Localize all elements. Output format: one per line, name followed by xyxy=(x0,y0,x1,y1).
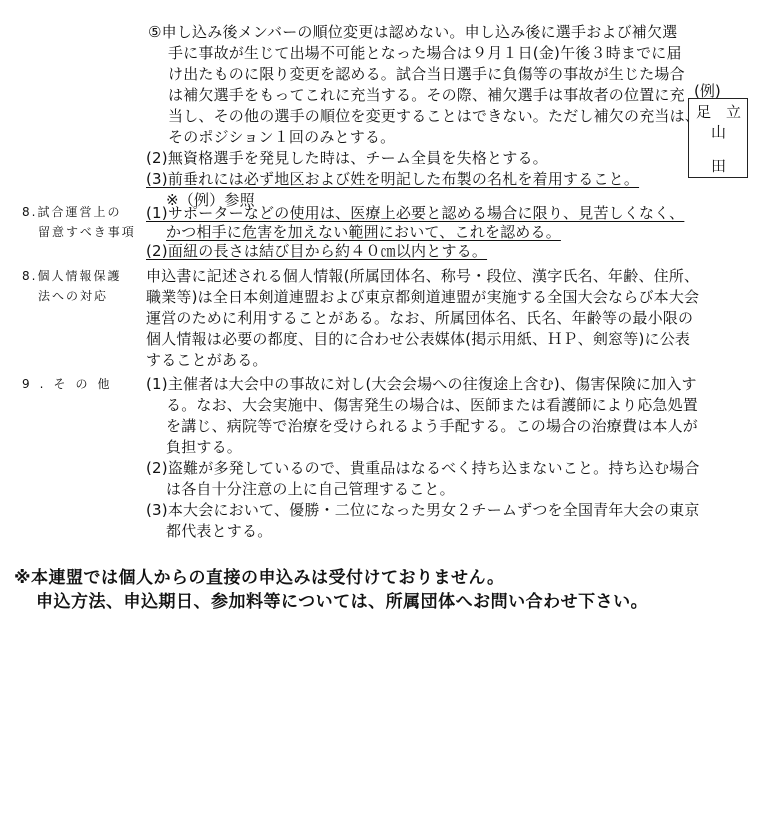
section9-item2-line-1: (2)盗難が多発しているので、貴重品はなるべく持ち込まないこと。持ち込む場合 xyxy=(146,459,700,477)
section8b-line-1: 申込書に記述される個人情報(所属団体名、称号・段位、漢字氏名、年齢、住所、 xyxy=(146,267,700,285)
section8b-line-5: することがある。 xyxy=(146,351,268,369)
section8b-line-3: 運営のために利用することがある。なお、所属団体名、氏名、年齢等の最小限の xyxy=(146,309,694,327)
example-char-3: 山 xyxy=(711,123,727,141)
section9-item1-line-2: る。なお、大会実施中、傷害発生の場合は、医師または看護師により応急処置 xyxy=(166,396,699,414)
section8b-line-2: 職業等)は全日本剣道連盟および東京都剣道連盟が実施する全国大会ならび本大会 xyxy=(146,288,700,306)
section7-item3: (3)前垂れには必ず地区および姓を明記した布製の名札を着用すること。 xyxy=(146,170,640,188)
example-caption: (例) xyxy=(694,82,721,100)
example-char-1: 足 xyxy=(696,103,712,121)
example-char-2: 立 xyxy=(726,103,742,121)
item5-line-4: は補欠選手をもってこれに充当する。その際、補欠選手は事故者の位置に充 xyxy=(168,86,685,104)
section8b-label-line-2: 法への対応 xyxy=(38,289,109,303)
item5-line-6: そのポジション１回のみとする。 xyxy=(168,128,396,146)
section9-item3-line-1: (3)本大会において、優勝・二位になった男女２チームずつを全国青年大会の東京 xyxy=(146,501,700,519)
section9-item1-line-1: (1)主催者は大会中の事故に対し(大会会場への往復途上含む)、傷害保険に加入す xyxy=(146,375,697,393)
section9-item2-line-2: は各自十分注意の上に自己管理すること。 xyxy=(166,480,455,498)
section8b-label-line-1: 8.個人情報保護 xyxy=(22,269,122,283)
section9-item1-line-3: を講じ、病院等で治療を受けられるよう手配する。この場合の治療費は本人が xyxy=(166,417,699,435)
item5-line-1: ⑤申し込み後メンバーの順位変更は認めない。申し込み後に選手および補欠選 xyxy=(148,23,678,41)
section8a-item1-line-2: かつ相手に危害を加えない範囲において、これを認める。 xyxy=(166,223,561,241)
section8a-label-line-2: 留意すべき事項 xyxy=(38,225,136,239)
section7-item2: (2)無資格選手を発見した時は、チーム全員を失格とする。 xyxy=(146,149,548,167)
section8a-item1-line-1: (1)サポーターなどの使用は、医療上必要と認める場合に限り、見苦しくなく、 xyxy=(146,204,685,222)
section9-item3-line-2: 都代表とする。 xyxy=(166,522,273,540)
section9-item1-line-4: 負担する。 xyxy=(166,438,243,456)
item5-line-2: 手に事故が生じて出場不可能となった場合は９月１日(金)午後３時までに届 xyxy=(168,44,682,62)
example-char-4: 田 xyxy=(711,157,727,175)
section8a-item2: (2)面紐の長さは結び目から約４０㎝以内とする。 xyxy=(146,242,488,260)
section8a-label-line-1: 8.試合運営上の xyxy=(22,205,122,219)
example-name-tag xyxy=(688,98,748,178)
notice-line-2: 申込方法、申込期日、参加料等については、所属団体へお問い合わせ下さい。 xyxy=(36,592,649,612)
section9-label: 9.その他 xyxy=(22,377,120,391)
section7-reference-note: ※（例）参照 xyxy=(166,191,255,209)
section8b-line-4: 個人情報は必要の都度、目的に合わせ公表媒体(掲示用紙、ＨＰ、剣窓等)に公表 xyxy=(146,330,691,348)
item5-line-3: け出たものに限り変更を認める。試合当日選手に負傷等の事故が生じた場合 xyxy=(168,65,685,83)
item5-line-5: 当し、その他の選手の順位を変更することはできない。ただし補欠の充当は、 xyxy=(168,107,701,125)
notice-line-1: ※本連盟では個人からの直接の申込みは受付けておりません。 xyxy=(14,568,505,588)
